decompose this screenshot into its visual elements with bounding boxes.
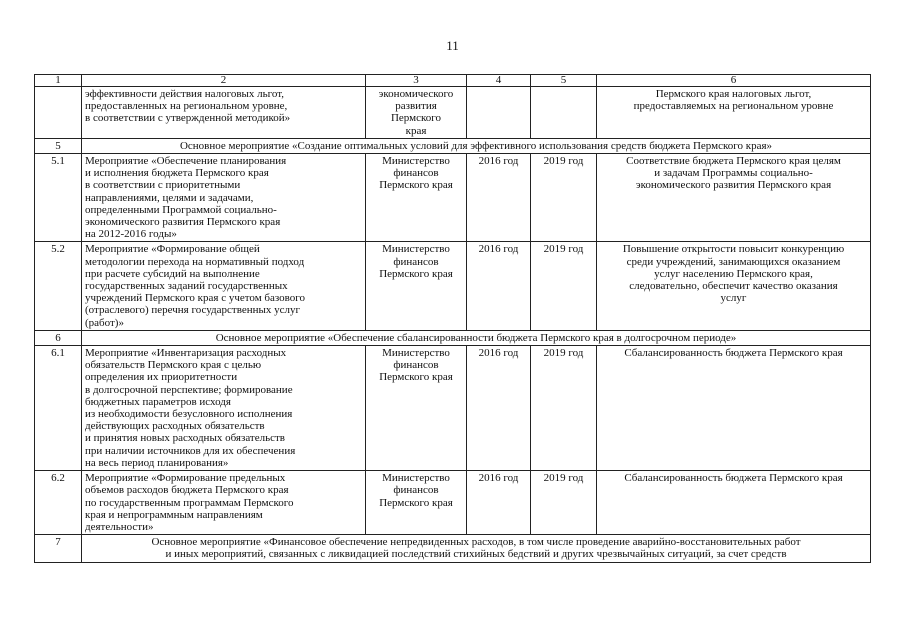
end-year-cell: 2019 год xyxy=(531,154,597,242)
executor-cell: Министерство финансов Пермского края xyxy=(366,471,467,535)
header-cell: 5 xyxy=(531,75,597,87)
result-cell: Повышение открытости повысит конкуренцию среди учреждений, занимающихся оказанием услуг населению Пермского края, следовательно, обеспечит качество оказания услуг xyxy=(597,242,871,330)
header-cell: 3 xyxy=(366,75,467,87)
end-year-cell: 2019 год xyxy=(531,242,597,330)
table-row xyxy=(35,471,871,535)
end-year-cell: 2019 год xyxy=(531,346,597,471)
executor-cell: Министерство финансов Пермского края xyxy=(366,346,467,471)
row-number: 6.1 xyxy=(35,346,82,471)
table-row xyxy=(35,154,871,242)
table-row xyxy=(35,87,871,139)
measure-cell: Мероприятие «Формирование предельных объемов расходов бюджета Пермского края по государственным программам Пермского края и непрограммным направлениям деятельности» xyxy=(82,471,366,535)
row-number: 5 xyxy=(35,138,82,153)
row-number: 6.2 xyxy=(35,471,82,535)
section-row xyxy=(35,535,871,562)
result-cell: Сбалансированность бюджета Пермского края xyxy=(597,471,871,535)
row-number: 7 xyxy=(35,535,82,562)
page-number: 11 xyxy=(446,38,459,53)
row-number xyxy=(35,87,82,139)
start-year-cell xyxy=(467,87,531,139)
result-cell: Соответствие бюджета Пермского края целям и задачам Программы социально- экономического развития Пермского края xyxy=(597,154,871,242)
row-number: 6 xyxy=(35,330,82,345)
header-row xyxy=(35,75,871,87)
program-measures-table xyxy=(34,74,871,563)
start-year-cell: 2016 год xyxy=(467,242,531,330)
header-cell: 2 xyxy=(82,75,366,87)
section-row xyxy=(35,330,871,345)
header-cell: 6 xyxy=(597,75,871,87)
start-year-cell: 2016 год xyxy=(467,346,531,471)
executor-cell: экономического развития Пермского края xyxy=(366,87,467,139)
section-title: Основное мероприятие «Создание оптимальных условий для эффективного использования средств бюджета Пермского края» xyxy=(82,138,871,153)
section-title: Основное мероприятие «Обеспечение сбалансированности бюджета Пермского края в долгосрочном периоде» xyxy=(82,330,871,345)
end-year-cell: 2019 год xyxy=(531,471,597,535)
end-year-cell xyxy=(531,87,597,139)
measure-cell: Мероприятие «Формирование общей методологии перехода на нормативный подход при расчете субсидий на выполнение государственных заданий государственных учреждений Пермского края с учетом базового (отраслевого) перечня государственных услуг (работ)» xyxy=(82,242,366,330)
start-year-cell: 2016 год xyxy=(467,471,531,535)
row-number: 5.2 xyxy=(35,242,82,330)
section-row xyxy=(35,138,871,153)
row-number: 5.1 xyxy=(35,154,82,242)
executor-cell: Министерство финансов Пермского края xyxy=(366,154,467,242)
table-row xyxy=(35,346,871,471)
header-cell: 1 xyxy=(35,75,82,87)
header-cell: 4 xyxy=(467,75,531,87)
result-cell: Сбалансированность бюджета Пермского края xyxy=(597,346,871,471)
start-year-cell: 2016 год xyxy=(467,154,531,242)
table-row xyxy=(35,242,871,330)
result-cell: Пермского края налоговых льгот, предоставляемых на региональном уровне xyxy=(597,87,871,139)
measure-cell: Мероприятие «Обеспечение планирования и исполнения бюджета Пермского края в соответствии с приоритетными направлениями, целями и задачами, определенными Программой социально- экономического развития Пермского края на 2012-2016 годы» xyxy=(82,154,366,242)
section-title: Основное мероприятие «Финансовое обеспечение непредвиденных расходов, в том числе проведение аварийно-восстановительных работ и иных мероприятий, связанных с ликвидацией последствий стихийных бедствий и других чрезвычайных ситуаций, за счет средств xyxy=(82,535,871,562)
measure-cell: Мероприятие «Инвентаризация расходных обязательств Пермского края с целью определения их приоритетности в долгосрочной перспективе; формирование бюджетных параметров исходя из необходимости безусловного исполнения действующих расходных обязательств и принятия новых расходных обязательств при наличии источников для их обеспечения на весь период планирования» xyxy=(82,346,366,471)
measure-cell: эффективности действия налоговых льгот, предоставленных на региональном уровне, в соответствии с утвержденной методикой» xyxy=(82,87,366,139)
executor-cell: Министерство финансов Пермского края xyxy=(366,242,467,330)
